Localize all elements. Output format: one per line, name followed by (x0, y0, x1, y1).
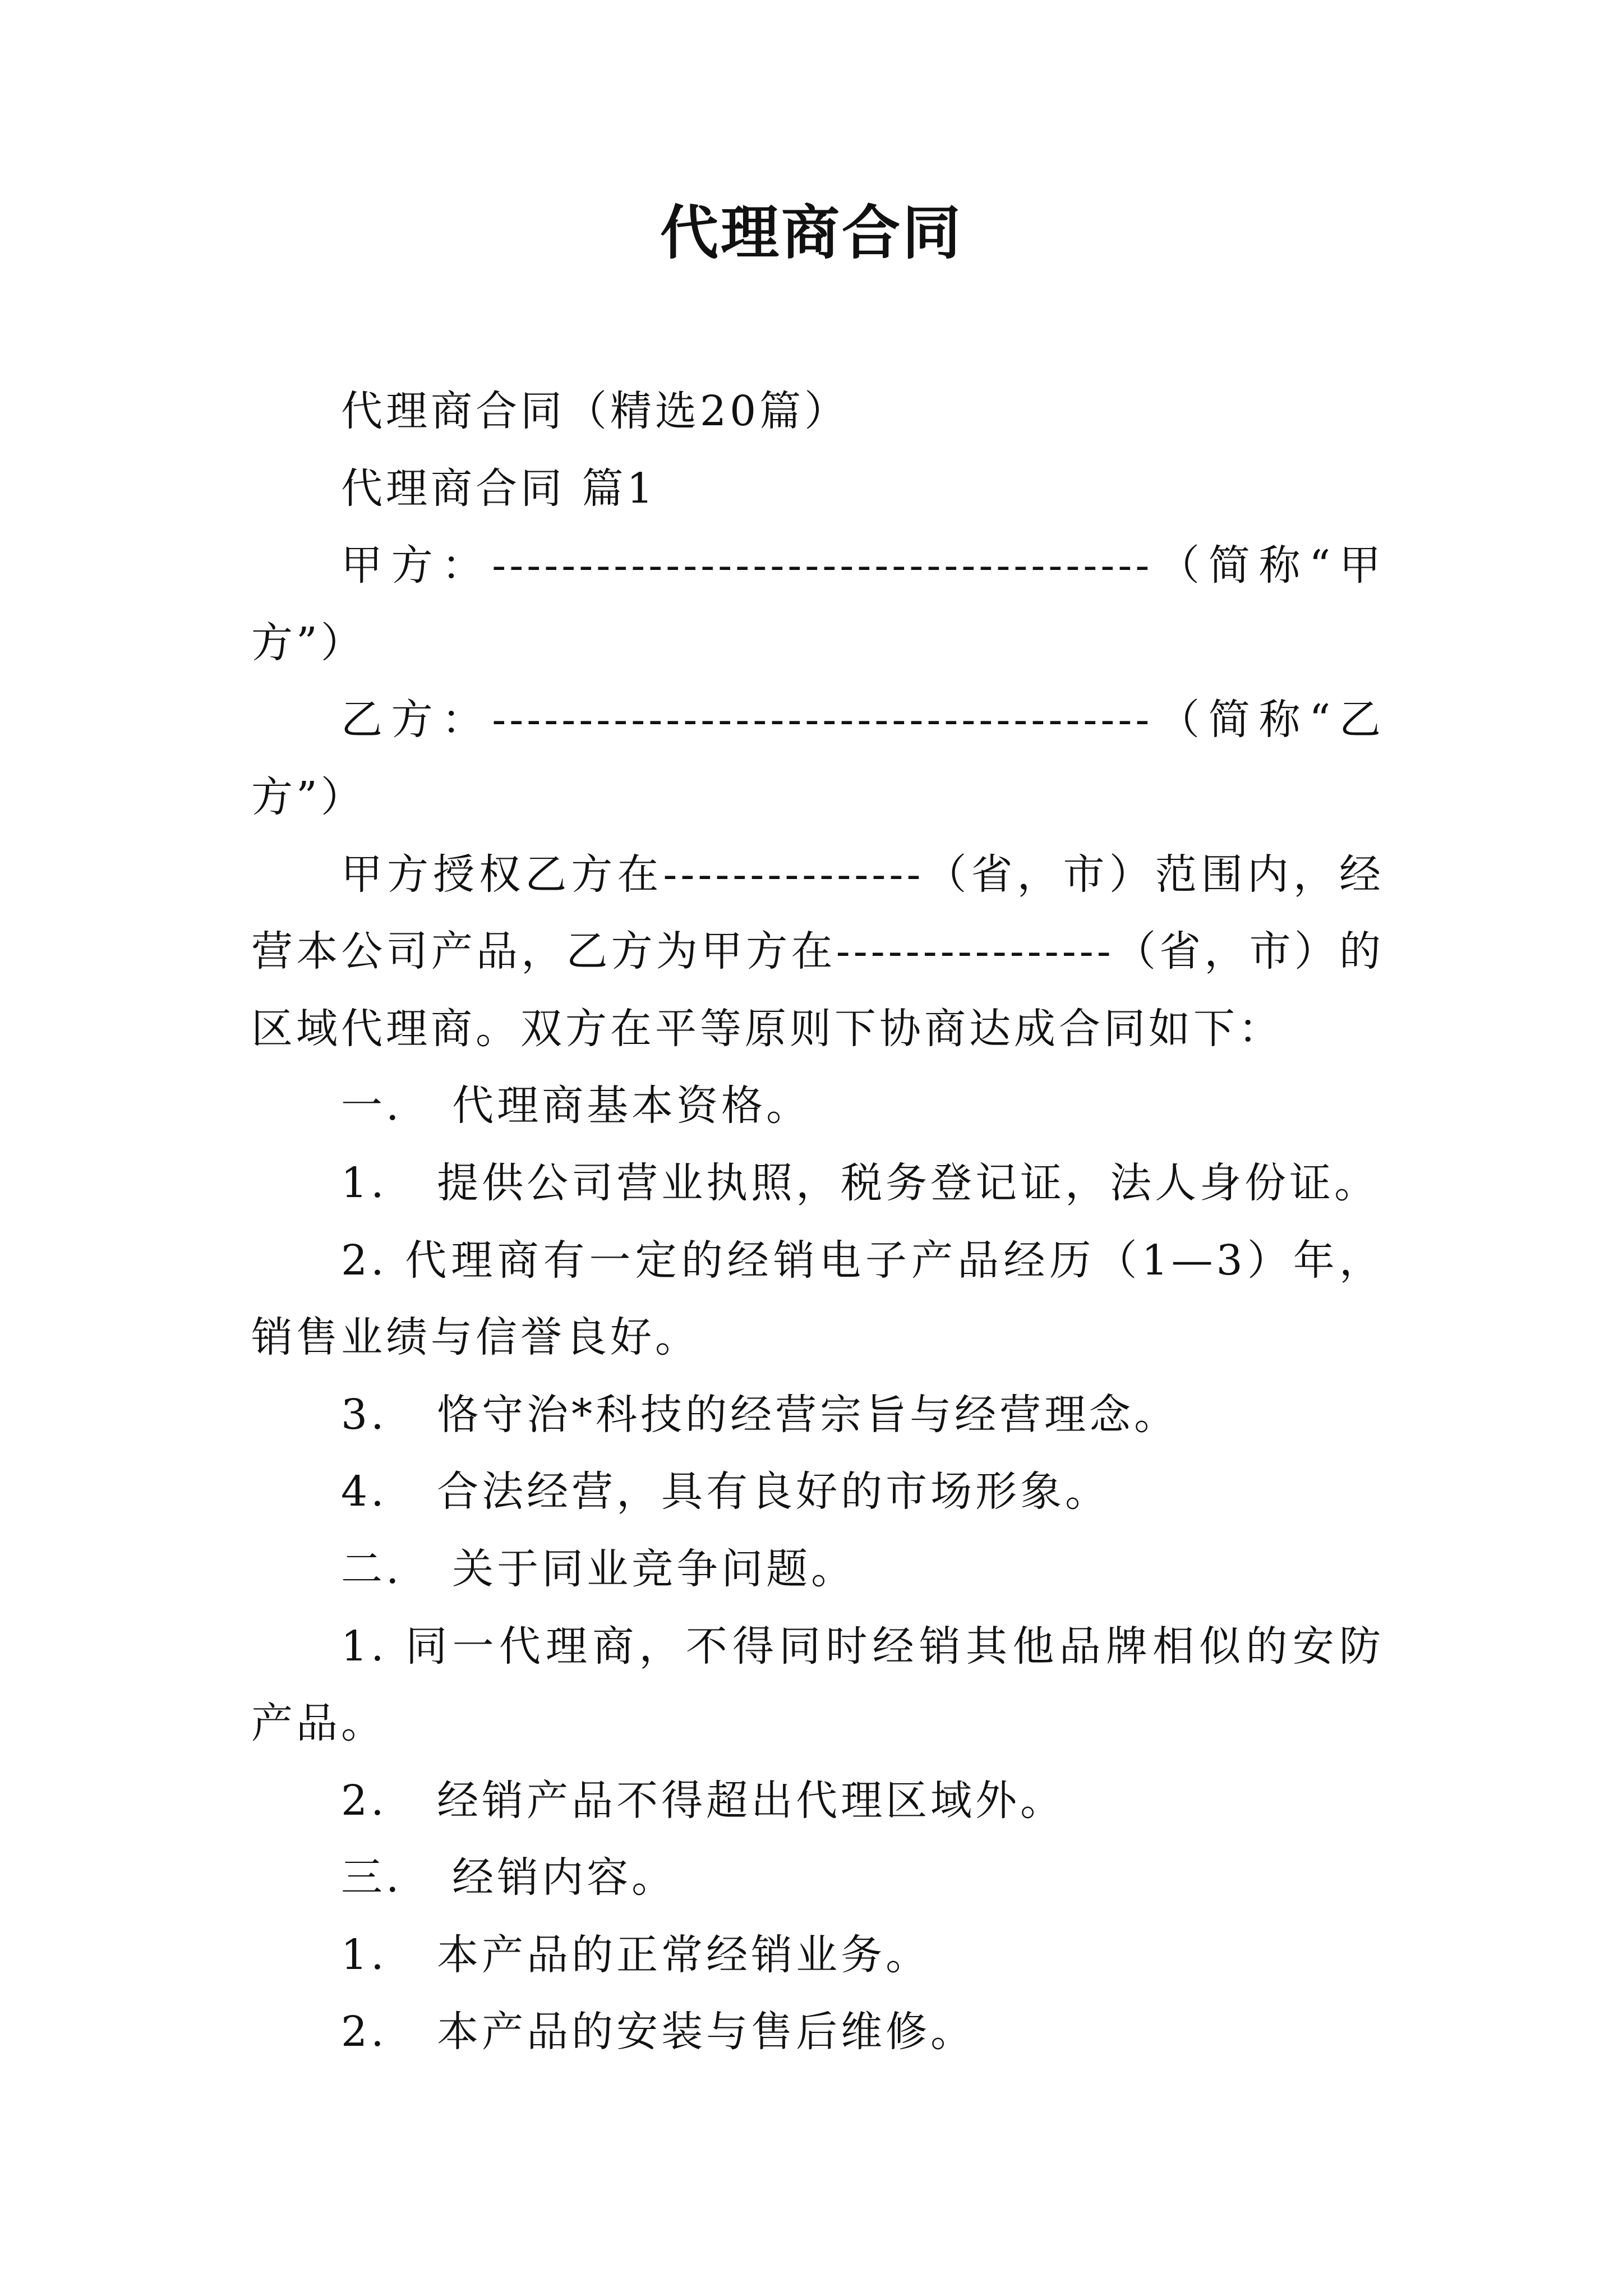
paragraph-clause-2-2: 2. 经销产品不得超出代理区域外。 (341, 1776, 1066, 1825)
paragraph-subtitle: 代理商合同（精选20篇） (341, 387, 850, 435)
paragraph-clause-1-1: 1. 提供公司营业执照，税务登记证，法人身份证。 (341, 1158, 1380, 1207)
paragraph-section-heading: 代理商合同 篇1 (341, 464, 657, 513)
paragraph-clause-1-heading: 一. 代理商基本资格。 (341, 1082, 811, 1130)
paragraph-clause-1-4: 4. 合法经营，具有良好的市场形象。 (341, 1467, 1110, 1516)
paragraph-clause-2-heading: 二. 关于同业竞争问题。 (341, 1544, 856, 1593)
paragraph-clause-3-1: 1. 本产品的正常经销业务。 (341, 1930, 931, 1979)
paragraph-authorization: 甲方授权乙方在---------------（省，市）范围内，经营本公司产品，乙方为甲方在----------------（省，市）的区域代理商。双方在平等原则下协商达成合同如下： (251, 850, 1384, 1053)
paragraph-party-a: 甲方：--------------------------------------（简称“甲方”） (251, 541, 1384, 667)
document-body (251, 373, 1384, 2071)
paragraph-party-b: 乙方：--------------------------------------（简称“乙方”） (251, 696, 1384, 821)
paragraph-clause-3-2: 2. 本产品的安装与售后维修。 (341, 2008, 976, 2056)
paragraph-clause-2-1: 1. 同一代理商，不得同时经销其他品牌相似的安防产品。 (251, 1622, 1384, 1748)
paragraph-clause-1-3: 3. 恪守治*科技的经营宗旨与经营理念。 (341, 1390, 1179, 1439)
paragraph-clause-1-2: 2. 代理商有一定的经销电子产品经历（1—3）年，销售业绩与信誉良好。 (251, 1236, 1384, 1362)
document-title: 代理商合同 (660, 198, 963, 267)
paragraph-clause-3-heading: 三. 经销内容。 (341, 1853, 677, 1902)
